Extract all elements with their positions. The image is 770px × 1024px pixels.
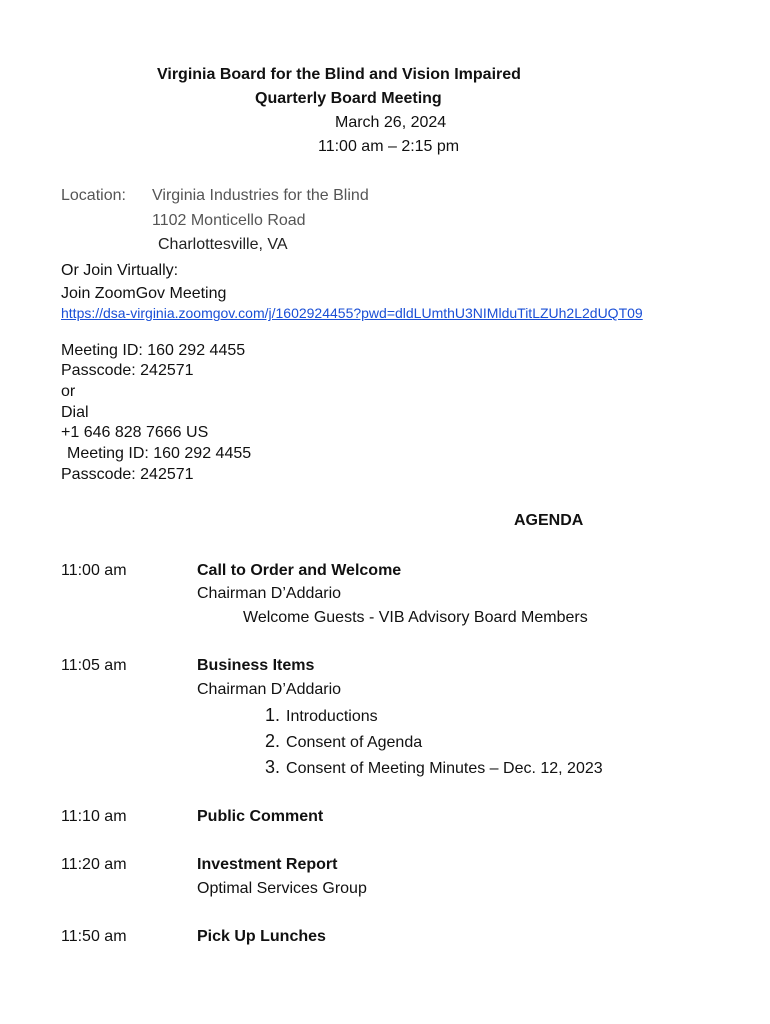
location-line-3: Charlottesville, VA: [158, 236, 288, 253]
list-number: 1.: [265, 705, 281, 725]
agenda-time: 11:00 am: [61, 562, 127, 579]
list-text: Consent of Agenda: [286, 734, 423, 751]
agenda-time: 11:20 am: [61, 856, 127, 873]
list-number: 2.: [265, 731, 281, 751]
agenda-title: Investment Report: [197, 856, 338, 873]
location-label: Location:: [61, 187, 126, 204]
agenda-heading: AGENDA: [514, 512, 584, 529]
agenda-title: Pick Up Lunches: [197, 928, 326, 945]
meeting-id-2: Meeting ID: 160 292 4455: [67, 445, 252, 462]
dial-text: Dial: [61, 404, 89, 421]
meeting-date: March 26, 2024: [335, 114, 447, 131]
agenda-list-item: [265, 757, 603, 778]
agenda-title: Call to Order and Welcome: [197, 562, 402, 579]
dial-phone: +1 646 828 7666 US: [61, 424, 209, 441]
virtual-heading: Or Join Virtually:: [61, 262, 179, 279]
passcode: Passcode: 242571: [61, 362, 194, 379]
location-line-1: Virginia Industries for the Blind: [152, 187, 369, 204]
agenda-time: 11:10 am: [61, 808, 127, 825]
title-line-1: Virginia Board for the Blind and Vision Impaired: [157, 66, 521, 83]
agenda-time: 11:05 am: [61, 657, 127, 674]
agenda-list-item: [265, 705, 378, 726]
join-label: Join ZoomGov Meeting: [61, 285, 227, 302]
agenda-presenter: Chairman D’Addario: [197, 585, 342, 602]
list-number: 3.: [265, 757, 281, 777]
location-line-2: 1102 Monticello Road: [152, 212, 306, 229]
agenda-note: Welcome Guests - VIB Advisory Board Members: [243, 609, 588, 626]
agenda-presenter: Optimal Services Group: [197, 880, 367, 897]
list-text: Introductions: [286, 708, 378, 725]
agenda-title: Business Items: [197, 657, 315, 674]
agenda-presenter: Chairman D’Addario: [197, 681, 342, 698]
meeting-time: 11:00 am – 2:15 pm: [318, 138, 460, 155]
agenda-title: Public Comment: [197, 808, 324, 825]
title-line-2: Quarterly Board Meeting: [255, 90, 442, 107]
zoom-meeting-link[interactable]: https://dsa-virginia.zoomgov.com/j/1602924455?pwd=dldLUmthU3NIMlduTitLZUh2L2dUQT09: [61, 305, 643, 321]
passcode-2: Passcode: 242571: [61, 466, 194, 483]
or-text: or: [61, 383, 76, 400]
agenda-time: 11:50 am: [61, 928, 127, 945]
meeting-id: Meeting ID: 160 292 4455: [61, 342, 246, 359]
list-text: Consent of Meeting Minutes – Dec. 12, 2023: [286, 760, 603, 777]
agenda-list-item: [265, 731, 422, 752]
